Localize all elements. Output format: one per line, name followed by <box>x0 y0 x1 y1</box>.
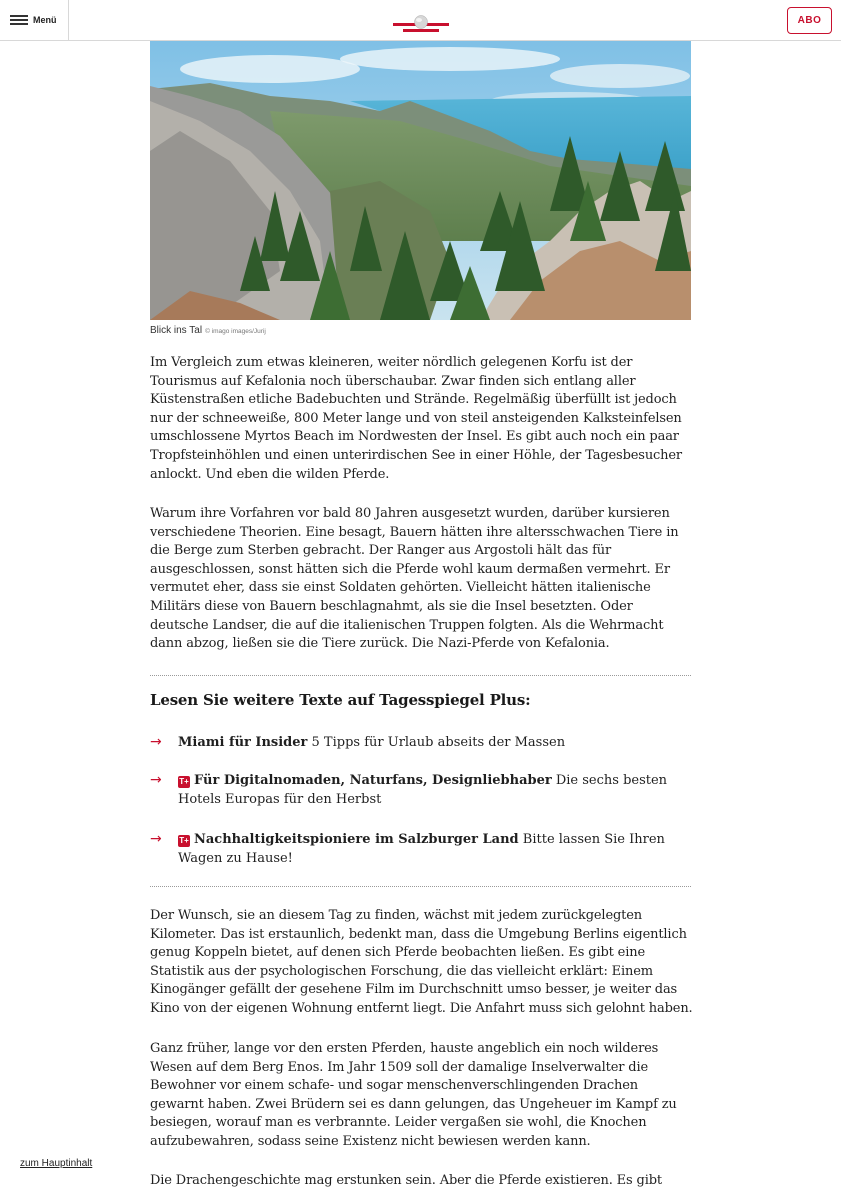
link-1-title: Miami für Insider <box>178 735 308 750</box>
article-paragraph-2: Warum ihre Vorfahren vor bald 80 Jahren ausgesetzt wurden, darüber kursieren verschiedene Theorien. Eine besagt, Bauern hätten ihre altersschwachen Tiere in die Berge zum Sterben gebracht. Der Ranger aus Argostoli hält das für ausgeschlossen, sonst hätten sich die Pferde wohl kaum dermaßen vermehrt. Er vermutet eher, dass sie einst Soldaten gehörten. Vielleicht hätten italienische Militärs diese von Bauern beschlagnahmt, als sie die Insel besetzten. Oder deutsche Landser, die auf die italienischen Truppen folgten. Als die Wehrmacht dann abzog, ließen sie die Tiere zurück. Die Nazi-Pferde von Kefalonia. <box>150 506 679 652</box>
tagesspiegel-logo[interactable] <box>393 14 449 34</box>
landscape-image <box>150 41 691 320</box>
abo-button[interactable]: ABO <box>787 7 832 34</box>
link-2-text: Die sechs besten Hotels Europas für den Herbst <box>178 773 668 807</box>
divider-bottom <box>150 886 691 887</box>
tplus-icon: T+ <box>179 836 189 845</box>
menu-label: Menü <box>33 15 57 25</box>
divider-top <box>150 675 691 676</box>
more-article-link-1[interactable] <box>150 733 695 752</box>
arrow-right-icon: → <box>150 734 162 750</box>
article-paragraph-3: Der Wunsch, sie an diesem Tag zu finden, wächst mit jedem zurückgelegten Kilometer. Das ist erstaunlich, bedenkt man, dass die Umgebung Berlins eigentlich genug Koppeln bietet, auf denen sich Pferde beobachten ließen. Es gibt eine Statistik aus der psychologischen Forschung, die das vielleicht erklärt: Einem Kinogänger gefällt der gesehene Film im Durchschnitt umso besser, je weiter das Kino von der eigenen Wohnung entfernt liegt. Die Anfahrt muss sich gelohnt haben. <box>150 908 693 1016</box>
skip-to-main-link[interactable]: zum Hauptinhalt <box>20 1158 93 1169</box>
tplus-icon: T+ <box>179 777 189 786</box>
arrow-right-icon: → <box>150 772 162 788</box>
hamburger-icon <box>10 15 28 25</box>
more-article-link-3[interactable] <box>150 830 695 868</box>
article-paragraph-1: Im Vergleich zum etwas kleineren, weiter nördlich gelegenen Korfu ist der Tourismus auf Kefalonia noch überschaubar. Zwar finden sich entlang aller Küstenstraßen etliche Badebuchten und Strände. Regelmäßig überfüllt ist jedoch nur der schneeweiße, 800 Meter lange und von steil ansteigenden Kalksteinfelsen umschlossene Myrtos Beach im Nordwesten der Insel. Es gibt auch noch ein paar Tropfsteinhöhlen und einen unterirdischen See in einer Höhle, der Tagesbesucher anlockt. Und eben die wilden Pferde. <box>150 355 682 482</box>
article-paragraph-4: Ganz früher, lange vor den ersten Pferden, hauste angeblich ein noch wilderes Wesen auf dem Berg Enos. Im Jahr 1509 soll der damalige Inselverwalter die Bewohner vor einem schafe- und sogar menschenverschlingenden Drachen gewarnt haben. Zwei Brüdern sei es dann gelungen, das Ungeheuer im Kampf zu besiegen, worauf man es verbrannte. Leider vergaßen sie wohl, die Knochen aufzubewahren, sodass seine Existenz nicht bewiesen werden kann. <box>150 1041 677 1149</box>
site-header <box>0 0 841 41</box>
link-3-title: Nachhaltigkeitspioniere im Salzburger Land <box>194 832 519 847</box>
link-1-text: 5 Tipps für Urlaub abseits der Massen <box>307 735 566 750</box>
caption-text: Blick ins Tal <box>150 325 203 336</box>
article-paragraph-5: Die Drachengeschichte mag erstunken sein. Aber die Pferde existieren. Es gibt <box>150 1173 662 1188</box>
link-3-text: Bitte lassen Sie Ihren Wagen zu Hause! <box>178 832 665 866</box>
more-articles-title: Lesen Sie weitere Texte auf Tagesspiegel Plus: <box>150 691 531 709</box>
image-caption <box>150 325 266 336</box>
menu-button[interactable] <box>0 0 69 40</box>
more-article-link-2[interactable] <box>150 771 695 809</box>
arrow-right-icon: → <box>150 831 162 847</box>
image-credit: © imago images/Jurij <box>205 328 266 335</box>
link-2-title: Für Digitalnomaden, Naturfans, Designliebhaber <box>194 773 552 788</box>
